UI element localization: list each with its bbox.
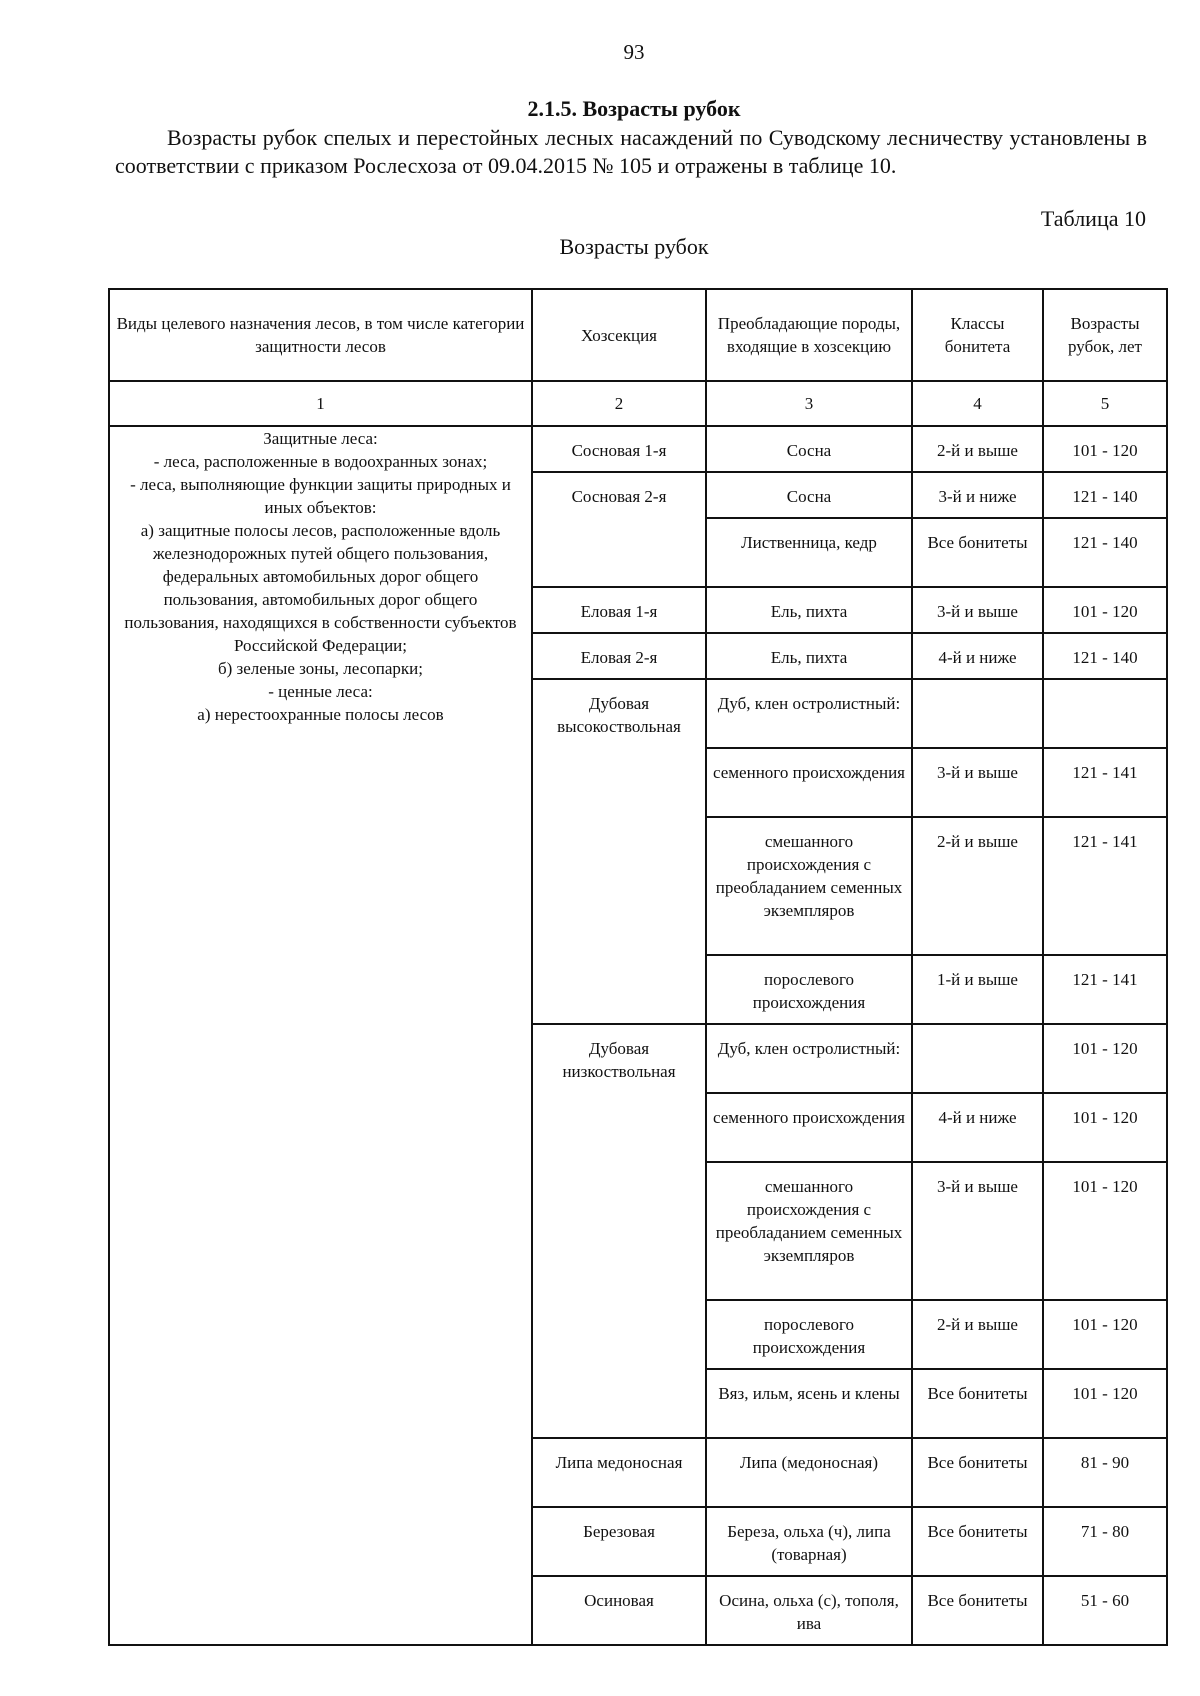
age-cell: 121 - 141 [1043, 748, 1167, 817]
species-cell: смешанного происхождения с преобладанием семенных экземпляров [706, 1162, 912, 1300]
class-cell [912, 1024, 1043, 1093]
class-cell: Все бонитеты [912, 1438, 1043, 1507]
species-cell: Сосна [706, 472, 912, 518]
species-cell: Липа (медоносная) [706, 1438, 912, 1507]
age-cell: 101 - 120 [1043, 1369, 1167, 1438]
column-number: 1 [109, 381, 532, 426]
age-cell: 81 - 90 [1043, 1438, 1167, 1507]
class-cell: 1-й и выше [912, 955, 1043, 1024]
section-title: 2.1.5. Возрасты рубок [527, 96, 741, 121]
class-cell: 3-й и выше [912, 1162, 1043, 1300]
header-age: Возрасты рубок, лет [1043, 289, 1167, 381]
age-cell: 121 - 141 [1043, 817, 1167, 955]
class-cell: 2-й и выше [912, 1300, 1043, 1369]
species-cell: Береза, ольха (ч), липа (товарная) [706, 1507, 912, 1576]
purpose-line: - леса, выполняющие функции защиты природных и иных объектов: [130, 475, 511, 517]
column-number: 3 [706, 381, 912, 426]
header-section: Хозсекция [532, 289, 706, 381]
purpose-line: а) нерестоохранные полосы лесов [197, 705, 444, 724]
section-cell: Сосновая 2-я [532, 472, 706, 587]
age-cell: 101 - 120 [1043, 587, 1167, 633]
species-cell: Дуб, клен остролистный: [706, 679, 912, 748]
section-cell: Еловая 2-я [532, 633, 706, 679]
purpose-line: а) защитные полосы лесов, расположенные вдоль железнодорожных путей общего пользования, федеральных автомобильных дорог общего пользования, автомобильных дорог общего пользования, находящихся в собственности субъектов Российской Федерации; [124, 521, 517, 655]
species-cell: Ель, пихта [706, 587, 912, 633]
class-cell: 4-й и ниже [912, 633, 1043, 679]
species-cell: семенного происхождения [706, 748, 912, 817]
purpose-line: - ценные леса: [268, 682, 373, 701]
class-cell: 3-й и ниже [912, 472, 1043, 518]
species-cell: Лиственница, кедр [706, 518, 912, 587]
species-cell: Осина, ольха (с), тополя, ива [706, 1576, 912, 1645]
table-title: Возрасты рубок [559, 234, 709, 259]
header-species: Преобладающие породы, входящие в хозсекцию [706, 289, 912, 381]
age-cell: 121 - 140 [1043, 472, 1167, 518]
table-header-row [109, 289, 1167, 381]
age-cell: 101 - 120 [1043, 1024, 1167, 1093]
purpose-cell [109, 426, 532, 1645]
section-cell: Дубовая низкоствольная [532, 1024, 706, 1438]
class-cell [912, 679, 1043, 748]
column-number: 4 [912, 381, 1043, 426]
intro-paragraph: Возрасты рубок спелых и перестойных лесных насаждений по Суводскому лесничеству установлены в соответствии с приказом Рослесхоза от 09.04.2015 № 105 и отражены в таблице 10. [115, 125, 1147, 178]
species-cell: порослевого происхождения [706, 955, 912, 1024]
age-cell: 101 - 120 [1043, 426, 1167, 472]
section-cell: Дубовая высокоствольная [532, 679, 706, 1024]
cutting-age-table [108, 288, 1168, 1646]
age-cell: 101 - 120 [1043, 1300, 1167, 1369]
age-cell [1043, 679, 1167, 748]
age-cell: 121 - 141 [1043, 955, 1167, 1024]
header-purpose: Виды целевого назначения лесов, в том числе категории защитности лесов [109, 289, 532, 381]
section-cell: Осиновая [532, 1576, 706, 1645]
species-cell: Ель, пихта [706, 633, 912, 679]
age-cell: 101 - 120 [1043, 1162, 1167, 1300]
species-cell: Сосна [706, 426, 912, 472]
class-cell: Все бонитеты [912, 1507, 1043, 1576]
class-cell: 3-й и выше [912, 748, 1043, 817]
species-cell: семенного происхождения [706, 1093, 912, 1162]
page-number: 93 [623, 40, 645, 64]
header-class: Классы бонитета [912, 289, 1043, 381]
age-cell: 121 - 140 [1043, 518, 1167, 587]
section-cell: Сосновая 1-я [532, 426, 706, 472]
class-cell: 2-й и выше [912, 817, 1043, 955]
species-cell: Вяз, ильм, ясень и клены [706, 1369, 912, 1438]
table-row [109, 426, 1167, 472]
class-cell: 4-й и ниже [912, 1093, 1043, 1162]
column-number-row [109, 381, 1167, 426]
age-cell: 51 - 60 [1043, 1576, 1167, 1645]
class-cell: Все бонитеты [912, 518, 1043, 587]
species-cell: Дуб, клен остролистный: [706, 1024, 912, 1093]
species-cell: смешанного происхождения с преобладанием семенных экземпляров [706, 817, 912, 955]
section-cell: Липа медоносная [532, 1438, 706, 1507]
column-number: 2 [532, 381, 706, 426]
age-cell: 121 - 140 [1043, 633, 1167, 679]
purpose-line: б) зеленые зоны, лесопарки; [217, 659, 424, 678]
purpose-line: - леса, расположенные в водоохранных зонах; [153, 452, 488, 471]
purpose-line: Защитные леса: [263, 429, 378, 448]
species-cell: порослевого происхождения [706, 1300, 912, 1369]
age-cell: 101 - 120 [1043, 1093, 1167, 1162]
class-cell: Все бонитеты [912, 1576, 1043, 1645]
class-cell: 2-й и выше [912, 426, 1043, 472]
section-cell: Березовая [532, 1507, 706, 1576]
age-cell: 71 - 80 [1043, 1507, 1167, 1576]
column-number: 5 [1043, 381, 1167, 426]
class-cell: 3-й и выше [912, 587, 1043, 633]
table-label: Таблица 10 [1040, 206, 1146, 231]
class-cell: Все бонитеты [912, 1369, 1043, 1438]
section-cell: Еловая 1-я [532, 587, 706, 633]
